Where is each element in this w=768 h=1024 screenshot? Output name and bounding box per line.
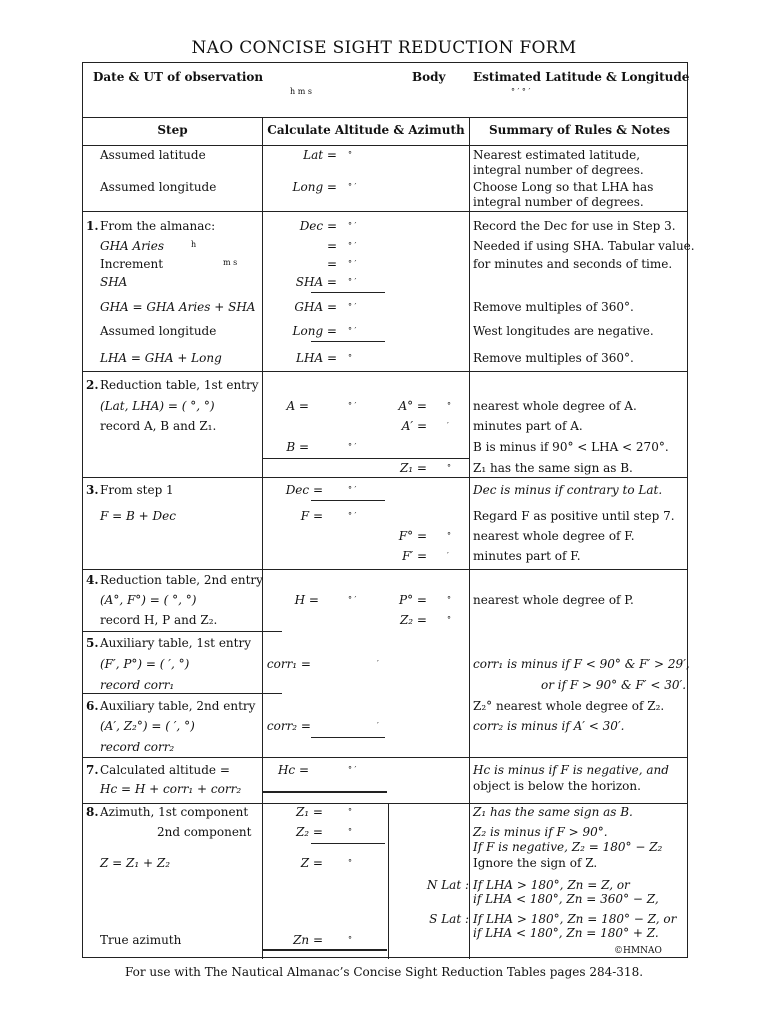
- note: Ignore the sign of Z.: [473, 856, 598, 870]
- dec-var: Dec =: [285, 483, 323, 497]
- separator-line: [263, 458, 469, 459]
- dec-var: Dec =: [299, 219, 337, 233]
- note: if LHA < 180°, Zn = 180° + Z.: [473, 926, 659, 940]
- step-number: 8.: [86, 805, 99, 819]
- note: Nearest estimated latitude,: [473, 148, 641, 162]
- result-line: [263, 791, 387, 793]
- z1-var: Z₁ =: [399, 461, 427, 475]
- step-number: 5.: [86, 636, 99, 650]
- note: Regard F as positive until step 7.: [473, 509, 675, 523]
- gha-var: GHA =: [294, 300, 337, 314]
- note: Needed if using SHA. Tabular value.: [473, 239, 695, 253]
- note: B is minus if 90° < LHA < 270°.: [473, 440, 669, 454]
- step-label: Calculated altitude =: [100, 763, 230, 777]
- note: object is below the horizon.: [473, 779, 641, 793]
- note: Z₁ has the same sign as B.: [473, 805, 633, 819]
- ms-label: m s: [223, 258, 238, 267]
- note: Record the Dec for use in Step 3.: [473, 219, 676, 233]
- units: ° ′: [348, 241, 357, 250]
- note: Z₁ has the same sign as B.: [473, 461, 633, 475]
- gha-aries-label: GHA Aries: [100, 239, 165, 253]
- zn-var: Zn =: [293, 933, 323, 947]
- hc-var: Hc =: [277, 763, 309, 777]
- record-note: record H, P and Z₂.: [100, 613, 218, 627]
- z2-unit: °: [348, 827, 352, 836]
- assumed-longitude-label: Assumed longitude: [100, 324, 217, 338]
- args: (Lat, LHA) = ( °, °): [100, 399, 215, 413]
- page-title: NAO CONCISE SIGHT REDUCTION FORM: [191, 38, 577, 58]
- a-unit: ° ′: [348, 401, 357, 410]
- note: for minutes and seconds of time.: [473, 257, 673, 271]
- dec-unit: ° ′: [348, 221, 357, 230]
- hc-formula: Hc = H + corr₁ + corr₂: [100, 782, 242, 796]
- lat-var: Lat =: [303, 148, 337, 162]
- assumed-latitude-label: Assumed latitude: [100, 148, 206, 162]
- note: nearest whole degree of A.: [473, 399, 637, 413]
- note: Z₂ is minus if F > 90°.: [473, 825, 608, 839]
- divider: [83, 757, 687, 758]
- lat-long-label: Estimated Latitude & Longitude: [473, 70, 690, 84]
- note: integral number of degrees.: [473, 163, 644, 177]
- corr1-unit: ′: [377, 659, 379, 668]
- note: minutes part of A.: [473, 419, 583, 433]
- sight-reduction-form: [82, 62, 695, 958]
- step-label: Azimuth, 1st component: [100, 805, 249, 819]
- note: West longitudes are negative.: [473, 324, 654, 338]
- dec-unit: ° ′: [348, 485, 357, 494]
- a-minute-unit: ′: [447, 421, 449, 430]
- divider: [83, 693, 282, 694]
- column-divider: [469, 117, 470, 959]
- sum-line: [311, 843, 385, 844]
- divider: [83, 477, 687, 478]
- step-label: Auxiliary table, 1st entry: [100, 636, 251, 650]
- long-unit: ° ′: [348, 182, 357, 191]
- b-var: B =: [286, 440, 309, 454]
- h-unit: ° ′: [348, 595, 357, 604]
- lat-unit: °: [348, 150, 352, 159]
- divider: [83, 211, 687, 212]
- units: ° ′: [348, 277, 357, 286]
- z1-unit: °: [447, 463, 451, 472]
- sum-line: [311, 737, 385, 738]
- note: If LHA > 180°, Zn = Z, or: [473, 878, 630, 892]
- assumed-longitude-label: Assumed longitude: [100, 180, 217, 194]
- record-note: record A, B and Z₁.: [100, 419, 217, 433]
- f-minute-var: F′ =: [402, 549, 427, 563]
- equals: =: [326, 239, 337, 253]
- north-lat-label: N Lat :: [426, 878, 469, 892]
- note: If LHA > 180°, Zn = 180° − Z, or: [473, 912, 677, 926]
- note: integral number of degrees.: [473, 195, 644, 209]
- increment-label: Increment: [100, 257, 164, 271]
- copyright: ©HMNAO: [614, 946, 662, 956]
- sum-line: [311, 292, 385, 293]
- f-degree-unit: °: [447, 531, 451, 540]
- true-azimuth-label: True azimuth: [100, 933, 182, 947]
- south-lat-label: S Lat :: [429, 912, 469, 926]
- args: (A′, Z₂°) = ( ′, °): [100, 719, 195, 733]
- sha-var: SHA =: [295, 275, 337, 289]
- z2-unit: °: [447, 615, 451, 624]
- divider: [83, 631, 282, 632]
- a-degree-unit: °: [447, 401, 451, 410]
- p-var: P° =: [399, 593, 427, 607]
- sha-label: SHA: [100, 275, 128, 289]
- divider: [83, 371, 687, 372]
- body-label: Body: [412, 70, 446, 84]
- note: or if F > 90° & F′ < 30′.: [541, 678, 687, 692]
- hms-label: h m s: [290, 87, 312, 96]
- b-unit: ° ′: [348, 442, 357, 451]
- divider: [83, 803, 687, 804]
- note: Hc is minus if F is negative, and: [473, 763, 669, 777]
- record-note: record corr₁: [100, 678, 175, 692]
- lha-var: LHA =: [296, 351, 337, 365]
- corr2-var: corr₂ =: [266, 719, 311, 733]
- step-number: 3.: [86, 483, 99, 497]
- date-ut-label: Date & UT of observation: [93, 70, 264, 84]
- note: Remove multiples of 360°.: [473, 300, 634, 314]
- z-unit: °: [348, 858, 352, 867]
- f-degree-var: F° =: [398, 529, 427, 543]
- lat-long-units: ° ′ ° ′: [511, 87, 531, 96]
- column-header-summary: Summary of Rules & Notes: [488, 123, 671, 137]
- note: corr₁ is minus if F < 90° & F′ > 29′,: [473, 657, 690, 671]
- step-label: From step 1: [100, 483, 174, 497]
- hc-unit: ° ′: [348, 765, 357, 774]
- note: Choose Long so that LHA has: [473, 180, 654, 194]
- footer-note: For use with The Nautical Almanac’s Concise Sight Reduction Tables pages 284-318.: [124, 965, 644, 979]
- column-divider: [388, 803, 389, 959]
- step-number: 7.: [86, 763, 99, 777]
- f-unit: ° ′: [348, 511, 357, 520]
- step-number: 6.: [86, 699, 99, 713]
- z1-unit: °: [348, 807, 352, 816]
- gha-unit: ° ′: [348, 302, 357, 311]
- a-var: A =: [286, 399, 309, 413]
- note: Z₂° nearest whole degree of Z₂.: [473, 699, 665, 713]
- sum-line: [311, 500, 385, 501]
- result-line: [263, 949, 387, 951]
- step-number: 4.: [86, 573, 99, 587]
- note: Dec is minus if contrary to Lat.: [473, 483, 663, 497]
- divider: [83, 569, 687, 570]
- f-var: F =: [300, 509, 323, 523]
- args: (F′, P°) = ( ′, °): [100, 657, 190, 671]
- units: ° ′: [348, 259, 357, 268]
- z1-var: Z₁ =: [295, 805, 323, 819]
- lha-formula: LHA = GHA + Long: [100, 351, 222, 365]
- note: nearest whole degree of F.: [473, 529, 635, 543]
- long-var: Long =: [292, 180, 337, 194]
- long-var: Long =: [292, 324, 337, 338]
- note: corr₂ is minus if A′ < 30′.: [473, 719, 625, 733]
- step-number: 2.: [86, 378, 99, 392]
- step-number: 1.: [86, 219, 99, 233]
- equals: =: [326, 257, 337, 271]
- step-label: 2nd component: [157, 825, 252, 839]
- step-label: From the almanac:: [100, 219, 216, 233]
- divider: [83, 117, 687, 118]
- lha-unit: °: [348, 353, 352, 362]
- args: (A°, F°) = ( °, °): [100, 593, 197, 607]
- long-unit: ° ′: [348, 326, 357, 335]
- z-formula: Z = Z₁ + Z₂: [100, 856, 171, 870]
- a-degree-var: A° =: [398, 399, 427, 413]
- record-note: record corr₂: [100, 740, 175, 754]
- f-formula: F = B + Dec: [100, 509, 176, 523]
- corr2-unit: ′: [377, 721, 379, 730]
- column-header-calculate: Calculate Altitude & Azimuth: [267, 123, 465, 137]
- gha-formula: GHA = GHA Aries + SHA: [100, 300, 256, 314]
- p-unit: °: [447, 595, 451, 604]
- column-header-step: Step: [157, 123, 188, 137]
- z-var: Z =: [300, 856, 323, 870]
- f-minute-unit: ′: [447, 551, 449, 560]
- sum-line: [311, 341, 385, 342]
- divider: [83, 145, 687, 146]
- note: nearest whole degree of P.: [473, 593, 634, 607]
- a-minute-var: A′ =: [401, 419, 427, 433]
- corr1-var: corr₁ =: [266, 657, 311, 671]
- note: Remove multiples of 360°.: [473, 351, 634, 365]
- z2-var: Z₂ =: [399, 613, 427, 627]
- step-label: Reduction table, 2nd entry: [100, 573, 263, 587]
- step-label: Reduction table, 1st entry: [100, 378, 259, 392]
- step-label: Auxiliary table, 2nd entry: [100, 699, 256, 713]
- z2-var: Z₂ =: [295, 825, 323, 839]
- hours-label: h: [191, 240, 197, 249]
- h-var: H =: [294, 593, 319, 607]
- zn-unit: °: [348, 935, 352, 944]
- note: minutes part of F.: [473, 549, 581, 563]
- note: If F is negative, Z₂ = 180° − Z₂: [473, 840, 663, 854]
- note: if LHA < 180°, Zn = 360° − Z,: [473, 892, 659, 906]
